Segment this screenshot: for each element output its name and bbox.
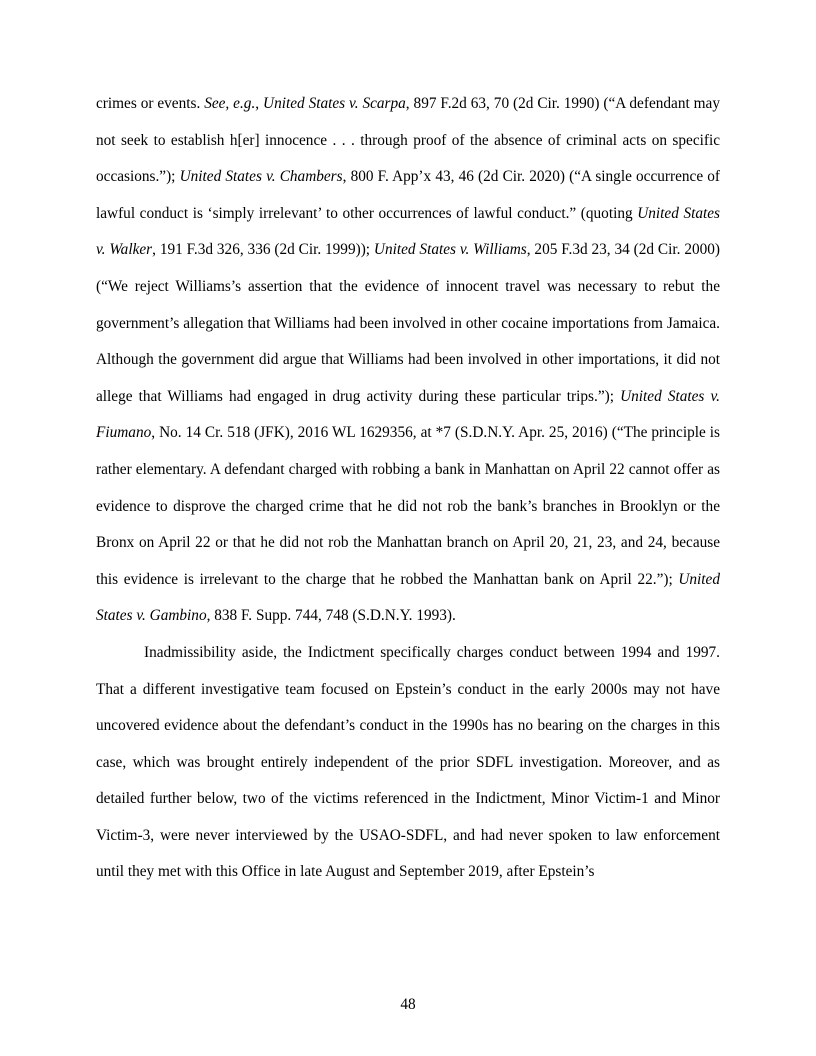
case-citation: United States v. Scarpa xyxy=(263,95,406,112)
body-paragraph xyxy=(96,635,720,891)
text-run: crimes or events. xyxy=(96,95,205,112)
text-run: , No. 14 Cr. 518 (JFK), 2016 WL 1629356, at *7 (S.D.N.Y. Apr. 25, 2016) (“The principle is rather elementary. A defendant charged with robbing a bank in Manhattan on April 22 cannot offer as evidence to disprove the charged crime that he did not rob the bank’s branches in Brooklyn or the Bronx on April 22 or that he did not rob the Manhattan branch on April 20, 21, 23, and 24, because this evidence is irrelevant to the charge that he robbed the Manhattan bank on April 22.”); xyxy=(96,424,720,588)
case-citation: United States v. Gambino xyxy=(96,570,720,625)
body-paragraph xyxy=(96,86,720,635)
text-run: Inadmissibility aside, the Indictment specifically charges conduct between 1994 and 1997. That a different investigative team focused on Epstein’s conduct in the early 2000s may not have uncovered evidence about the defendant’s conduct in the 1990s has no bearing on the charges in this case, which was brought entirely independent of the prior SDFL investigation. Moreover, and as detailed further below, two of the victims referenced in the Indictment, Minor Victim-1 and Minor Victim-3, were never interviewed by the USAO-SDFL, and had never spoken to law enforcement until they met with this Office in late August and September 2019, after Epstein’s xyxy=(96,643,720,881)
text-run: , 800 F. App’x 43, 46 (2d Cir. 2020) (“A single occurrence of lawful conduct is ‘simply irrelevant’ to other occurrences of lawful conduct.” (quoting xyxy=(96,168,721,222)
text-run: , xyxy=(255,95,264,112)
case-citation: United States v. Chambers xyxy=(179,168,343,186)
case-citation: United States v. Fiumano xyxy=(96,387,720,442)
text-run: , 191 F.3d 326, 336 (2d Cir. 1999)); xyxy=(152,241,374,259)
document-body xyxy=(96,86,720,891)
case-citation: See, e.g. xyxy=(204,95,256,112)
text-run: , 897 F.2d 63, 70 (2d Cir. 1990) (“A defendant may not seek to establish h[er] innocence . . . through proof of the absence of criminal acts on specific occasions.”); xyxy=(96,95,720,186)
text-run: , 838 F. Supp. 744, 748 (S.D.N.Y. 1993). xyxy=(206,607,456,625)
case-citation: United States v. Walker xyxy=(96,204,720,259)
page-number: 48 xyxy=(400,996,416,1013)
text-run: , 205 F.3d 23, 34 (2d Cir. 2000) (“We reject Williams’s assertion that the evidence of innocent travel was necessary to rebut the government’s allegation that Williams had been involved in other cocaine importations from Jamaica. Although the government did argue that Williams had been involved in other importations, it did not allege that Williams had engaged in drug activity during these particular trips.”); xyxy=(96,241,721,405)
case-citation: United States v. Williams xyxy=(373,241,527,259)
